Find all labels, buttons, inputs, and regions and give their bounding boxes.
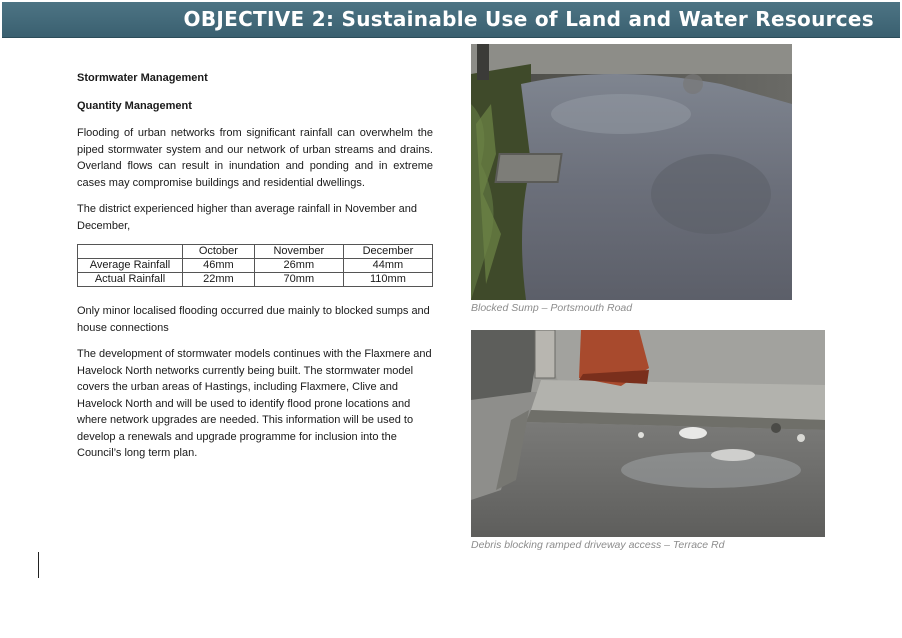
table-row (78, 273, 433, 287)
driveway-debris-photo (471, 330, 825, 537)
text-cursor (38, 552, 39, 578)
table-cell: 22mm (183, 273, 255, 287)
table-cell: 110mm (343, 273, 432, 287)
photo-caption: Debris blocking ramped driveway access – Terrace Rd (471, 539, 725, 551)
section-heading: Stormwater Management (77, 72, 208, 84)
table-cell: 46mm (183, 259, 255, 273)
table-row (78, 259, 433, 273)
table-cell: 70mm (254, 273, 343, 287)
table-header-cell: November (254, 245, 343, 259)
rainfall-intro-paragraph: The district experienced higher than average rainfall in November and December, (77, 203, 417, 232)
flooding-paragraph: Flooding of urban networks from significant rainfall can overwhelm the piped stormwater system and our network of urban streams and drains. Overland flows can result in inundation and ponding and in extreme cases may compromise buildings and residential dwellings. (77, 127, 433, 189)
blocked-sump-photo (471, 44, 792, 300)
table-header-row (78, 245, 433, 259)
subsection-heading: Quantity Management (77, 99, 192, 112)
rainfall-table (77, 244, 433, 287)
minor-flooding-paragraph: Only minor localised flooding occurred due mainly to blocked sumps and house connections (77, 305, 430, 334)
stormwater-models-paragraph: The development of stormwater models continues with the Flaxmere and Havelock North networks currently being built. The stormwater model covers the urban areas of Hastings, including Flaxmere, Clive and Havelock North and will be used to identify flood prone locations and where network upgrades are needed. This information will be used to develop a renewals and upgrade programme for inclusion into the Council’s long term plan. (77, 348, 432, 459)
table-cell: 44mm (343, 259, 432, 273)
table-cell: Average Rainfall (78, 259, 183, 273)
banner-title: OBJECTIVE 2: Sustainable Use of Land and Water Resources (183, 7, 874, 31)
driveway-debris-image (471, 330, 825, 537)
table-header-cell (78, 245, 183, 259)
stormwater-text-column (77, 70, 433, 472)
table-header-cell: December (343, 245, 432, 259)
blocked-sump-image (471, 44, 792, 300)
table-header-cell: October (183, 245, 255, 259)
photo-caption: Blocked Sump – Portsmouth Road (471, 302, 633, 314)
table-cell: Actual Rainfall (78, 273, 183, 287)
objective-banner (2, 2, 900, 38)
table-cell: 26mm (254, 259, 343, 273)
